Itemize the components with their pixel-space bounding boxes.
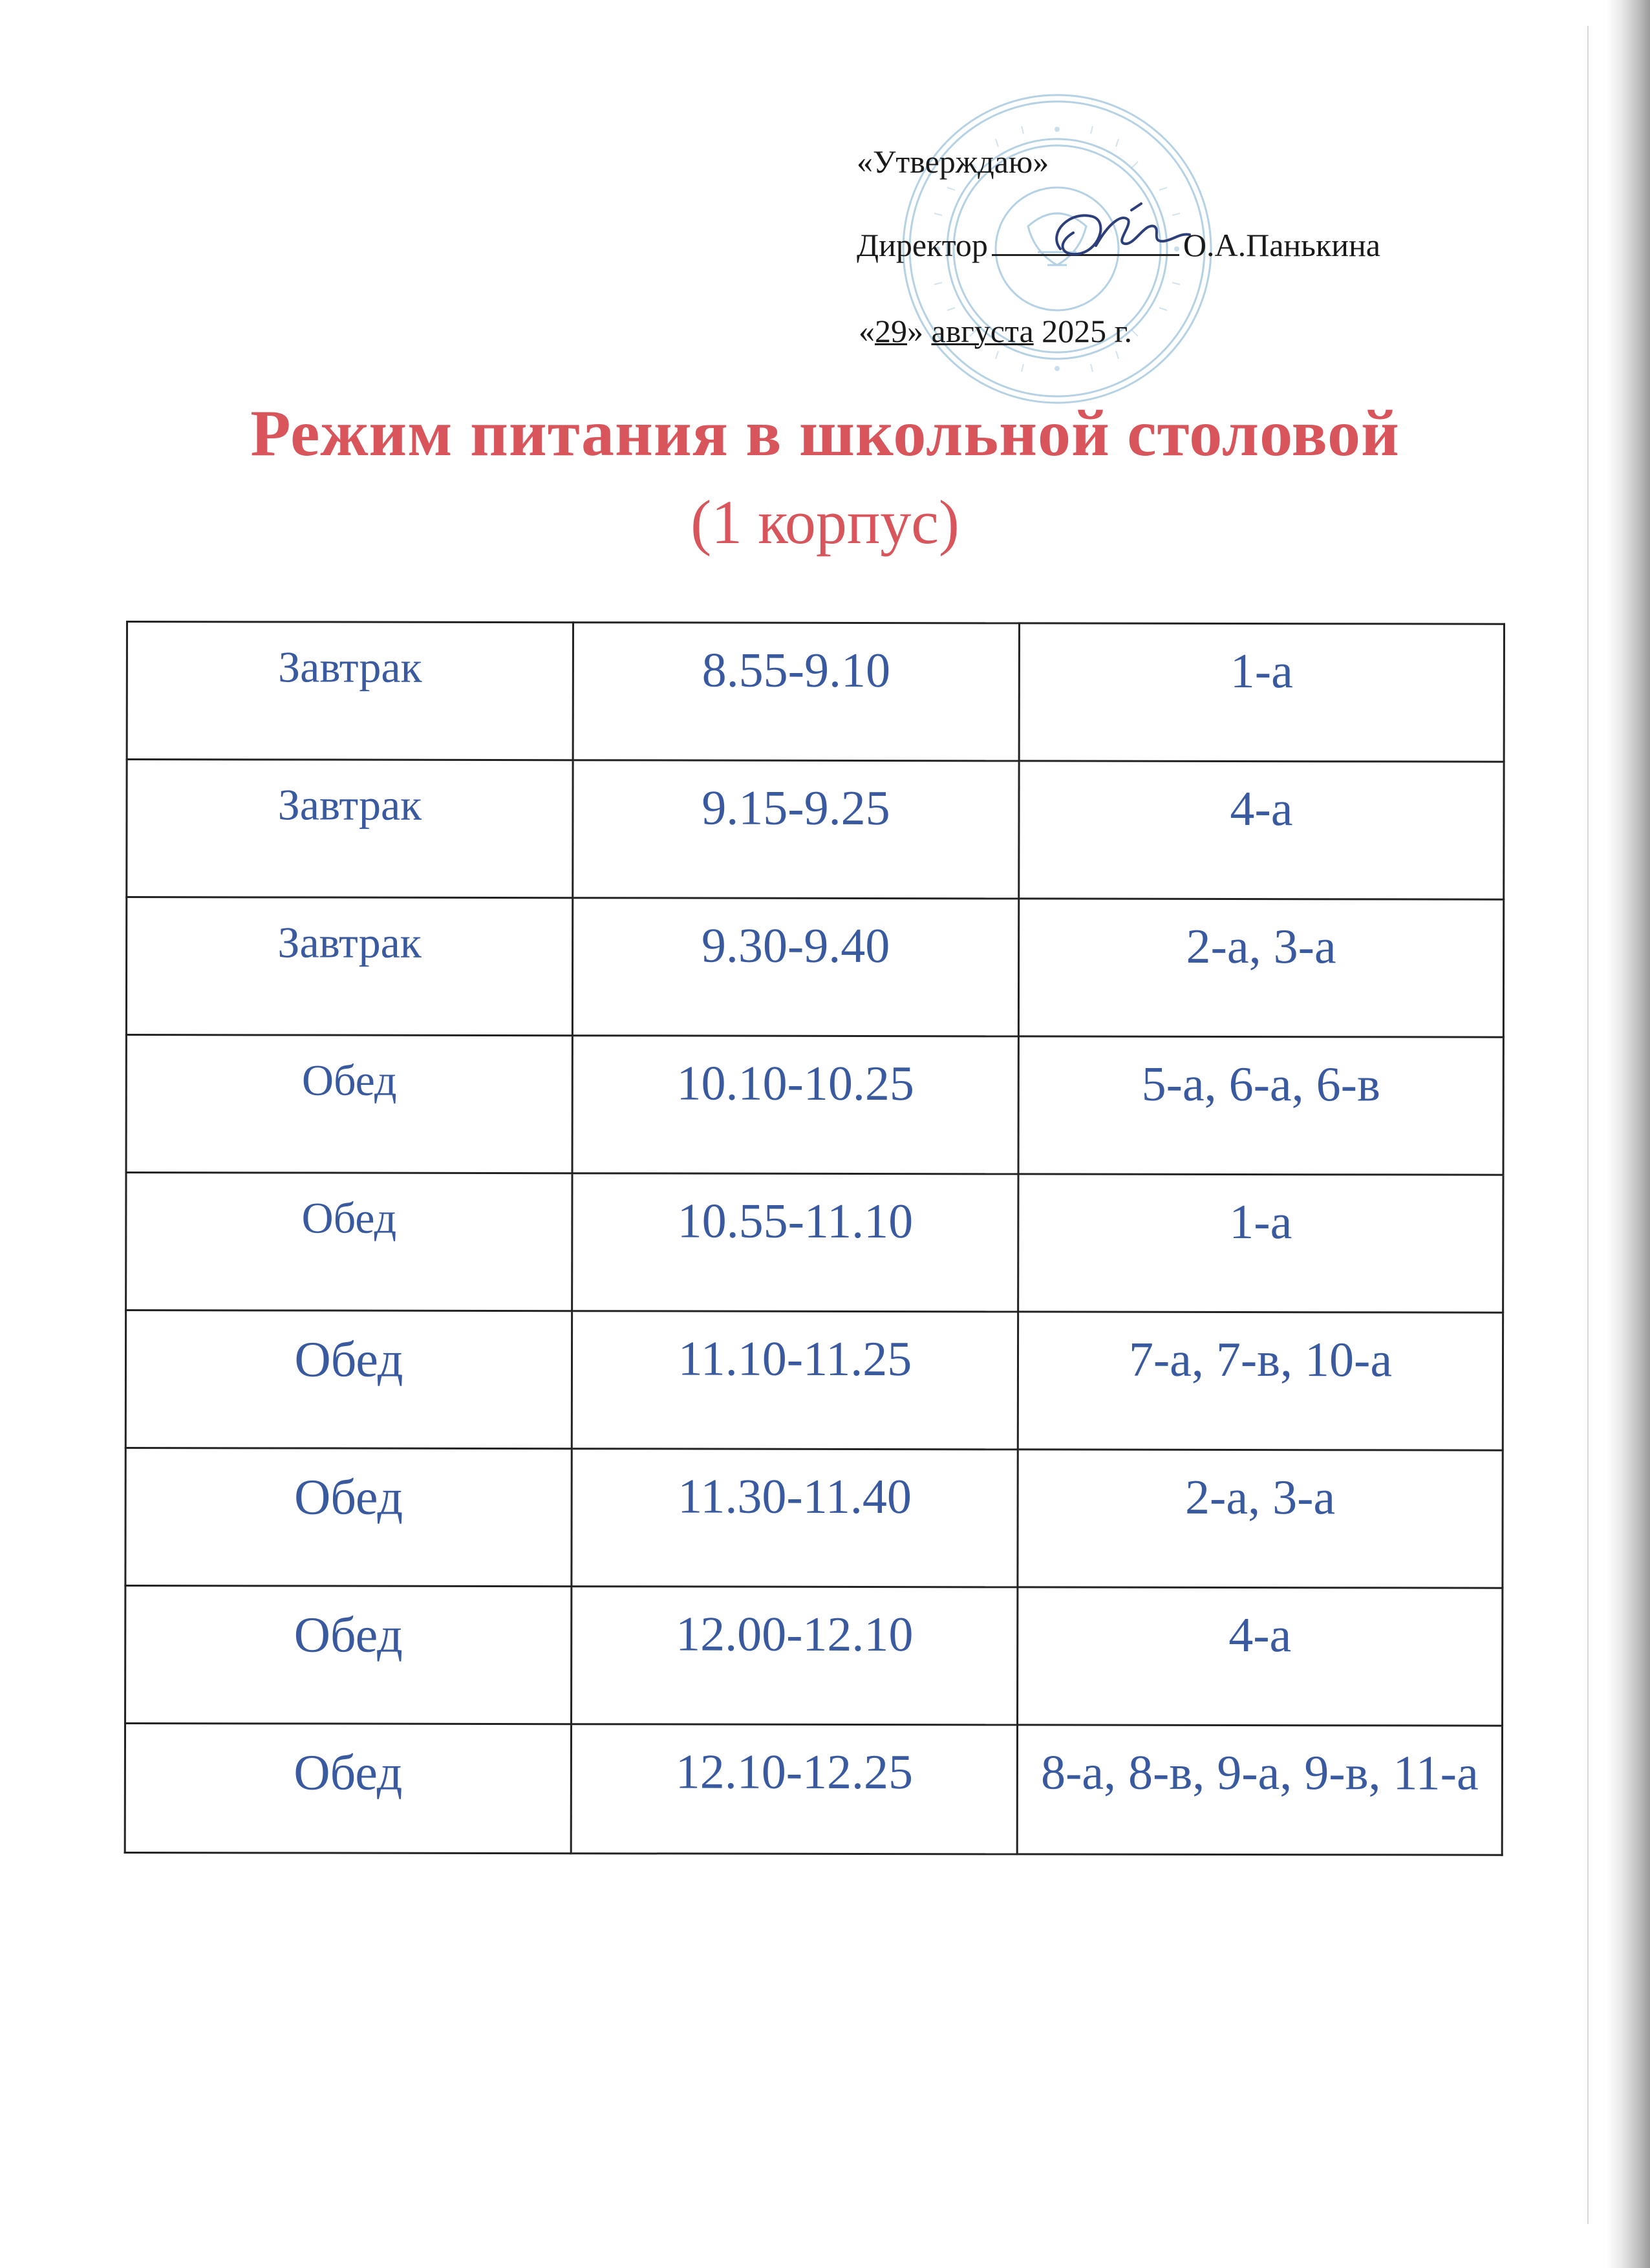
director-name: О.А.Панькина <box>1183 227 1380 263</box>
table-row <box>126 1035 1503 1175</box>
classes-cell: 2-а, 3-а <box>1018 1450 1503 1588</box>
classes-cell: 2-а, 3-а <box>1018 899 1503 1037</box>
table-row <box>125 1724 1502 1856</box>
time-cell: 8.55-9.10 <box>573 623 1019 761</box>
date-open-quote: « <box>859 313 875 349</box>
classes-cell: 5-а, 6-а, 6-в <box>1018 1036 1503 1175</box>
meal-cell: Завтрак <box>127 622 573 760</box>
meal-cell: Завтрак <box>127 760 573 898</box>
classes-cell: 1-а <box>1019 623 1504 762</box>
time-cell: 10.10-10.25 <box>572 1036 1018 1174</box>
meal-schedule-table <box>124 621 1505 1856</box>
time-cell: 12.10-12.25 <box>571 1724 1017 1854</box>
meal-cell: Обед <box>125 1448 572 1587</box>
approval-title: «Утверждаю» <box>857 144 1049 180</box>
classes-cell: 4-а <box>1019 761 1504 899</box>
date-month: августа <box>931 313 1034 349</box>
time-cell: 11.30-11.40 <box>572 1449 1018 1587</box>
classes-cell: 8-а, 8-в, 9-а, 9-в, 11-а <box>1017 1725 1502 1855</box>
meal-cell: Обед <box>126 1173 572 1311</box>
director-label: Директор <box>857 227 988 263</box>
table-row <box>125 1311 1503 1451</box>
date-close-quote: » <box>907 313 923 349</box>
handwritten-signature <box>1034 197 1216 275</box>
time-cell: 9.15-9.25 <box>573 760 1019 899</box>
table-row <box>126 897 1503 1038</box>
page-title: Режим питания в школьной столовой <box>250 397 1400 470</box>
date-year: 2025 г. <box>1042 313 1133 349</box>
table-row <box>127 760 1504 900</box>
table-row <box>127 622 1504 762</box>
table-row <box>126 1173 1503 1313</box>
time-cell: 10.55-11.10 <box>572 1173 1018 1312</box>
date-day: 29 <box>875 313 907 349</box>
approval-date <box>859 315 1132 347</box>
page-subtitle: (1 корпус) <box>691 487 959 557</box>
table-row <box>125 1586 1503 1726</box>
table-row <box>125 1448 1503 1589</box>
meal-cell: Обед <box>126 1035 572 1173</box>
time-cell: 12.00-12.10 <box>572 1587 1018 1725</box>
time-cell: 11.10-11.25 <box>572 1311 1018 1450</box>
meal-cell: Завтрак <box>126 897 572 1036</box>
meal-cell: Обед <box>125 1724 571 1854</box>
meal-cell: Обед <box>125 1586 572 1724</box>
classes-cell: 4-а <box>1018 1587 1503 1726</box>
classes-cell: 1-а <box>1018 1174 1503 1312</box>
classes-cell: 7-а, 7-в, 10-а <box>1018 1312 1503 1450</box>
meal-cell: Обед <box>125 1311 572 1449</box>
time-cell: 9.30-9.40 <box>572 898 1018 1036</box>
approval-block <box>0 0 1650 362</box>
